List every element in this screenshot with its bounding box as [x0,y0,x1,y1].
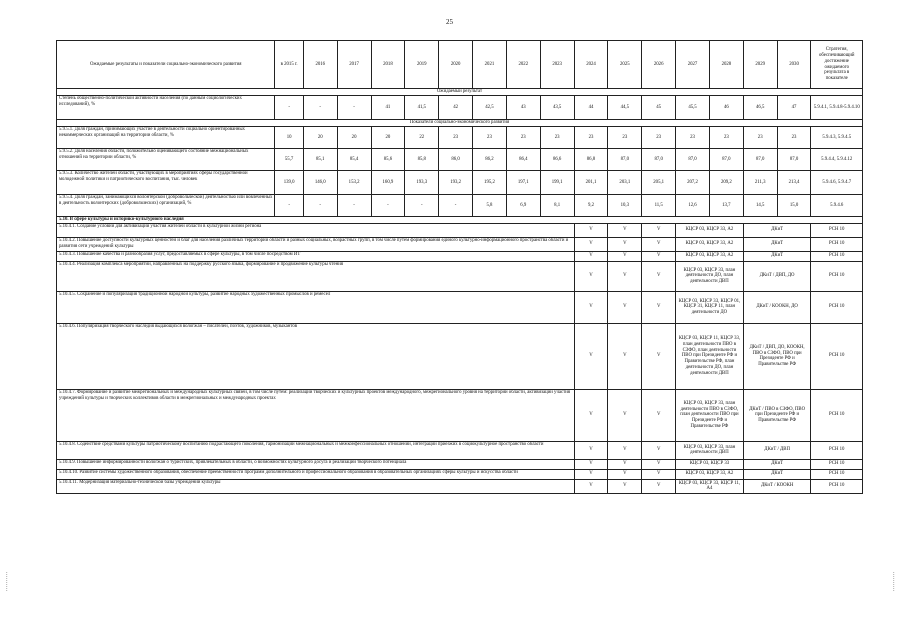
task-mark: V [642,223,676,237]
task-mark: V [574,251,608,261]
row-value: 146,0 [303,171,337,195]
task-row [57,251,863,261]
task-mark: V [574,261,608,291]
row-value: - [439,195,473,217]
task-label: 5.10.4.5. Сохранение и популяризация традиционной народной культуры, развитие народных художественных промыслов и ремесел [57,291,575,323]
row-value: 207,2 [676,171,710,195]
task-mark: V [608,237,642,251]
task-code: РСН 10 [811,291,863,323]
task-row [57,323,863,389]
row-value: 85,4 [337,149,371,171]
header-year: 2019 [405,41,439,89]
section-title: 5.10. В сфере культуры и историко-культурного наследия [57,217,863,224]
task-label: 5.10.4.4. Реализация комплекса мероприятий, направленных на поддержку русского языка, формирование и продвижение культуры чтения [57,261,575,291]
header-strategy-label: Стратегия, обеспечивающий достижение ожидаемого результата в показателе [811,41,863,89]
row-value: 86,0 [439,149,473,171]
task-mark: V [608,441,642,459]
task-code: РСН 10 [811,237,863,251]
task-row [57,223,863,237]
header-year: 2030 [777,41,811,89]
task-row [57,479,863,493]
row-value: 23 [743,127,777,149]
row-ref: 5.9.4.1, 5.9.4.8-5.9.4.10 [811,96,863,120]
row-value: 211,3 [743,171,777,195]
task-mark: V [608,323,642,389]
row-value: 43,5 [540,96,574,120]
expected-result-label: Ожидаемый результат [57,89,863,96]
expected-result-label-row [57,89,863,96]
header-year: 2017 [337,41,371,89]
task-code: РСН 10 [811,459,863,469]
row-value: 45,5 [676,96,710,120]
margin-mark-right: : : : : : [893,571,895,593]
task-label: 5.10.4.11. Модернизация материально-технической базы учреждений культуры [57,479,575,493]
task-docs: КЦСР 03, КЦСР 33, А2 [676,251,744,261]
row-value: - [405,195,439,217]
row-value: 209,2 [709,171,743,195]
task-code: РСН 10 [811,469,863,479]
task-docs: КЦСР 03, КЦСР 33, А2 [676,469,744,479]
header-year: 2020 [439,41,473,89]
section-title-row [57,217,863,224]
row-value: 13,7 [709,195,743,217]
task-code: РСН 10 [811,441,863,459]
indicators-label-row [57,120,863,127]
row-value: 55,7 [275,149,303,171]
task-executor: ДКиТ / ДВП [743,441,811,459]
task-label: 5.10.4.9. Повышение информированности вологжан о туристских, привлекательных в области, о возможностях культурного досуга и реализации творческого потенциала [57,459,575,469]
row-value: 86,6 [540,149,574,171]
row-value: 23 [540,127,574,149]
row-value: 87,0 [709,149,743,171]
task-docs: КЦСР 03, КЦСР 33, КЦСР 01, КЦСР 31, КЦСР 11, план деятельности ДО [676,291,744,323]
row-value: 87,0 [642,149,676,171]
header-year: 2028 [709,41,743,89]
task-label: 5.10.4.7. Формирование и развитие межрегиональных и международных культурных связей, в том числе путем: реализации творческих и культурных проектов международного, межрегионального уровня на территории области, активизации участия учреждений культуры и творческих коллективов области в межрегиональных и международных проектах [57,389,575,441]
task-code: РСН 10 [811,389,863,441]
row-label: 5.9.5.4. Доля граждан, занимающихся волонтерской (добровольческой) деятельностью или вовлеченных в деятельность волонтерских (добровольческих) организаций, % [57,195,275,217]
task-row [57,237,863,251]
row-value: 213,4 [777,171,811,195]
row-value: 14,5 [743,195,777,217]
row-value: 41 [371,96,405,120]
row-value: 46,5 [743,96,777,120]
task-row [57,389,863,441]
indicators-label: Показатели социально-экономического развития [57,120,863,127]
page-number: 25 [446,18,453,26]
task-mark: V [642,389,676,441]
task-row [57,459,863,469]
row-value: 23 [608,127,642,149]
row-value: - [371,195,405,217]
row-value: 9,2 [574,195,608,217]
task-executor: ДКиТ / ПВО в СЗФО, ПВО при Президенте РФ и Правительстве РФ [743,389,811,441]
task-row [57,469,863,479]
task-mark: V [608,469,642,479]
row-value: 15,0 [777,195,811,217]
header-year: в 2015 г. [275,41,303,89]
task-mark: V [642,469,676,479]
header-year: 2027 [676,41,710,89]
row-value: 23 [642,127,676,149]
row-value: 10,3 [608,195,642,217]
row-value: 86,4 [506,149,540,171]
task-mark: V [642,261,676,291]
header-year: 2024 [574,41,608,89]
row-ref: 5.9.4.6 [811,195,863,217]
task-mark: V [642,459,676,469]
row-ref: 5.9.4.6, 5.9.4.7 [811,171,863,195]
row-label: 5.9.5.1. Доля граждан, принимающих участие в деятельности социально ориентированных некоммерческих организаций на территории области, % [57,127,275,149]
row-value: - [337,195,371,217]
row-value: 199,1 [540,171,574,195]
row-value: - [337,96,371,120]
task-executor: ДКиТ / КООКН, ДО [743,291,811,323]
strategy-table [56,40,863,494]
task-docs: КЦСР 03, КЦСР 33, А2 [676,237,744,251]
row-value: 86,8 [574,149,608,171]
row-value: 47 [777,96,811,120]
task-mark: V [574,459,608,469]
row-value: 6,9 [506,195,540,217]
row-value: 22 [405,127,439,149]
row-ref: 5.9.4.4, 5.9.4.12 [811,149,863,171]
task-mark: V [642,479,676,493]
row-value: 23 [709,127,743,149]
expected-row [57,96,863,120]
task-code: РСН 10 [811,261,863,291]
row-value: 201,1 [574,171,608,195]
task-label: 5.10.4.2. Повышение доступности культурных ценностей и благ для населения различных территорий области и разных социальных, возрастных групп, в том числе путем формирования единого культурно-информационного пространства области и развития сети учреждений культуры [57,237,575,251]
row-value: 20 [337,127,371,149]
task-mark: V [642,291,676,323]
task-label: 5.10.4.6. Популяризация творческого наследия выдающихся вологжан – писателей, поэтов, художников, музыкантов [57,323,575,389]
task-mark: V [608,459,642,469]
row-value: 23 [574,127,608,149]
row-label: Степень общественно-политической активности населения (по данным социологических исследований), % [57,96,275,120]
row-value: 87,0 [676,149,710,171]
task-docs: КЦСР 03, КЦСР 33, план деятельности ПВО в СЗФО, план деятельности ПВО при Президенте РФ и Правительстве РФ [676,389,744,441]
task-mark: V [574,223,608,237]
row-value: 203,1 [608,171,642,195]
header-year: 2022 [506,41,540,89]
indicator-row [57,195,863,217]
row-value: 87,0 [777,149,811,171]
row-ref: 5.9.4.3, 5.9.4.5 [811,127,863,149]
header-row [57,41,863,89]
row-value: - [275,96,303,120]
row-value: 197,1 [506,171,540,195]
header-year: 2023 [540,41,574,89]
task-executor: ДКиТ [743,459,811,469]
task-code: РСН 10 [811,479,863,493]
task-mark: V [574,323,608,389]
task-mark: V [642,237,676,251]
task-docs: КЦСР 03, КЦСР 11, КЦСР 33, план деятельности ПВО в СЗФО, план деятельности ПВО при Президенте РФ и Правительстве РФ, план деятельности ДО, план деятельности ДВП [676,323,744,389]
row-value: 139,0 [275,171,303,195]
task-row [57,261,863,291]
task-mark: V [608,479,642,493]
row-value: 46 [709,96,743,120]
task-executor: ДКиТ / ДВП, ДО, КООКН, ПВО в СЗФО, ПВО при Президенте РФ и Правительстве РФ [743,323,811,389]
row-value: 85,1 [303,149,337,171]
task-docs: КЦСР 03, КЦСР 33 [676,459,744,469]
task-mark: V [608,389,642,441]
row-value: 193,2 [439,171,473,195]
row-value: 45 [642,96,676,120]
task-mark: V [642,323,676,389]
task-mark: V [642,441,676,459]
task-executor: ДКиТ / КООКН [743,479,811,493]
task-mark: V [574,441,608,459]
row-value: 23 [506,127,540,149]
row-value: 85,8 [405,149,439,171]
task-executor: ДКиТ [743,469,811,479]
row-value: 23 [676,127,710,149]
task-mark: V [574,237,608,251]
task-docs: КЦСР 03, КЦСР 33, КЦСР 11, А4 [676,479,744,493]
task-docs: КЦСР 03, КЦСР 33, план деятельности ДО, план деятельности ДВП [676,261,744,291]
task-mark: V [574,469,608,479]
row-value: - [275,195,303,217]
task-label: 5.10.4.8. Содействие средствами культуры патриотическому воспитанию подрастающего поколения, гармонизации межнациональных и межконфессиональных отношений, интеграции приезжих в социокультурное пространство области [57,441,575,459]
row-value: - [303,96,337,120]
task-docs: КЦСР 03, КЦСР 33, план деятельности ДВП [676,441,744,459]
margin-mark-left: : : : : : [6,571,8,593]
row-value: 41,5 [405,96,439,120]
task-label: 5.10.4.3. Повышение качества и разнообразия услуг, предоставляемых в сфере культуры, в том числе посредством ИТ [57,251,575,261]
row-value: 8,1 [540,195,574,217]
header-year: 2025 [608,41,642,89]
task-mark: V [574,291,608,323]
indicator-row [57,149,863,171]
row-value: 87,0 [608,149,642,171]
row-value: 11,5 [642,195,676,217]
header-results-label: Ожидаемые результаты и показатели социально-экономического развития [57,41,275,89]
task-docs: КЦСР 03, КЦСР 33, А2 [676,223,744,237]
row-value: 86,2 [473,149,507,171]
task-label: 5.10.4.1. Создание условий для активизации участия жителей области в культурной жизни региона [57,223,575,237]
row-value: 44 [574,96,608,120]
header-year: 2016 [303,41,337,89]
row-value: 10 [275,127,303,149]
header-year: 2021 [473,41,507,89]
row-value: 42 [439,96,473,120]
row-value: 153,2 [337,171,371,195]
row-value: 87,0 [743,149,777,171]
row-value: 85,6 [371,149,405,171]
header-year: 2029 [743,41,777,89]
task-mark: V [608,223,642,237]
row-value: 12,6 [676,195,710,217]
row-value: 195,2 [473,171,507,195]
header-year: 2018 [371,41,405,89]
task-code: РСН 10 [811,223,863,237]
row-label: 5.9.5.3. Количество жителей области, участвующих в мероприятиях сферы государственной молодежной политики и патриотического воспитания, тыс. человек [57,171,275,195]
row-value: 23 [439,127,473,149]
task-executor: ДКиТ [743,251,811,261]
row-label: 5.9.5.2. Доля населения области, положительно оценивающего состояние межнациональных отношений на территории области, % [57,149,275,171]
row-value: 205,1 [642,171,676,195]
task-executor: ДКиТ [743,223,811,237]
row-value: 193,3 [405,171,439,195]
task-row [57,441,863,459]
task-code: РСН 10 [811,323,863,389]
row-value: 5,8 [473,195,507,217]
header-year: 2026 [642,41,676,89]
task-executor: ДКиТ [743,237,811,251]
task-mark: V [608,261,642,291]
row-value: 23 [777,127,811,149]
task-executor: ДКиТ / ДВП, ДО [743,261,811,291]
task-mark: V [608,251,642,261]
task-row [57,291,863,323]
task-mark: V [574,479,608,493]
row-value: 20 [303,127,337,149]
row-value: - [303,195,337,217]
row-value: 160,9 [371,171,405,195]
task-label: 5.10.4.10. Развитие системы художественного образования, обеспечение преемственности программ дополнительного и профессионального образования в образовательных организациях сферы культуры и искусства области [57,469,575,479]
task-mark: V [608,291,642,323]
row-value: 23 [473,127,507,149]
indicator-row [57,171,863,195]
indicator-row [57,127,863,149]
row-value: 42,5 [473,96,507,120]
row-value: 44,5 [608,96,642,120]
row-value: 43 [506,96,540,120]
row-value: 20 [371,127,405,149]
task-mark: V [642,251,676,261]
task-code: РСН 10 [811,251,863,261]
task-mark: V [574,389,608,441]
